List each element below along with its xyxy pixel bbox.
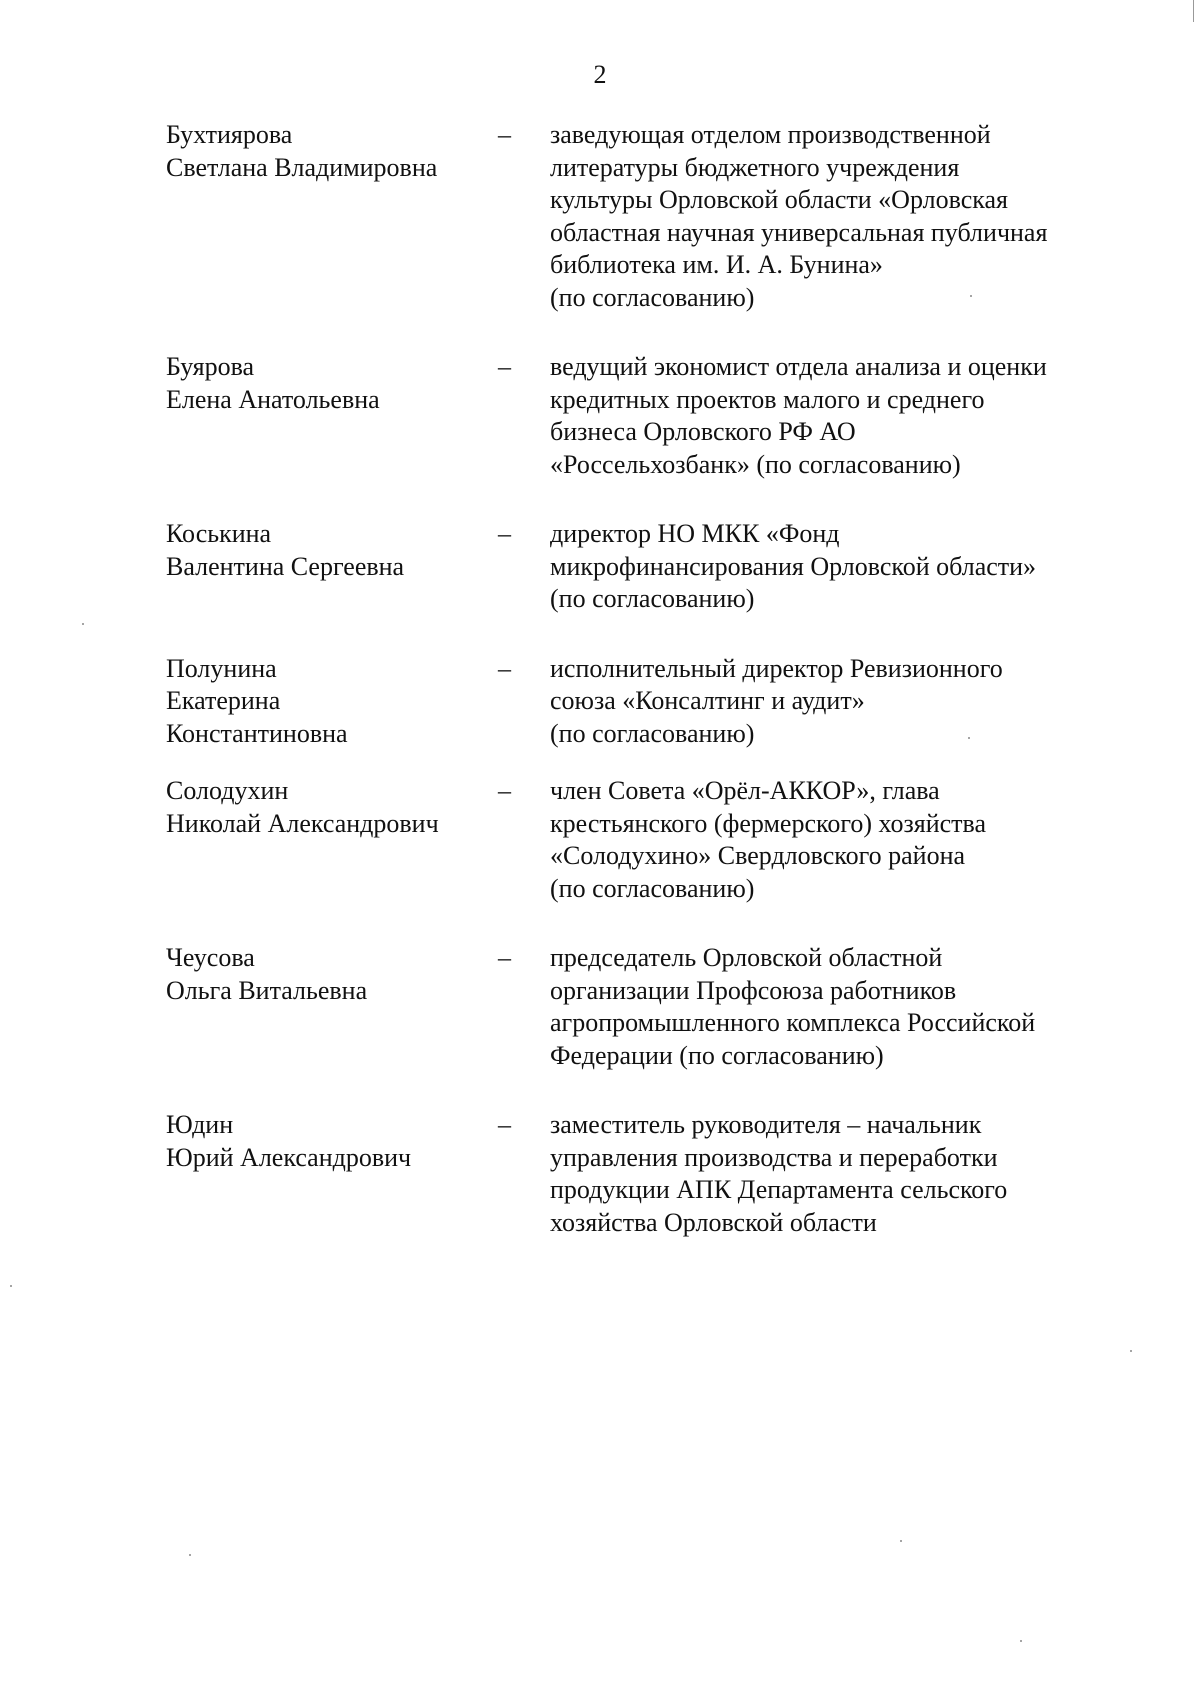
- name-line: Ольга Витальевна: [166, 975, 368, 1005]
- scan-speck: [82, 623, 84, 625]
- member-position: [550, 942, 1106, 1072]
- position-line: (по согласованию): [550, 873, 755, 903]
- list-item: [166, 942, 1106, 1072]
- dash-separator: –: [498, 943, 511, 972]
- member-position: [550, 518, 1106, 616]
- name-line: Коськина: [166, 519, 272, 548]
- page-number: 2: [593, 60, 607, 89]
- name-line: Бухтиярова: [166, 120, 293, 149]
- position-line: культуры Орловской области «Орловская: [550, 185, 1008, 214]
- scan-speck: [189, 1554, 191, 1556]
- scan-speck: [10, 1285, 12, 1287]
- member-name: [166, 653, 498, 751]
- position-line: ведущий экономист отдела анализа и оценки: [550, 352, 1047, 381]
- position-line: литературы бюджетного учреждения: [550, 152, 960, 182]
- position-line: Федерации (по согласованию): [550, 1040, 884, 1070]
- member-name: [166, 942, 498, 1007]
- list-item: [166, 518, 1106, 616]
- position-line: кредитных проектов малого и среднего: [550, 384, 985, 414]
- dash-separator: –: [498, 352, 511, 381]
- dash-separator: –: [498, 120, 511, 149]
- dash-separator: –: [498, 653, 511, 683]
- list-item: [166, 653, 1106, 751]
- name-line: Буярова: [166, 352, 255, 381]
- name-line: Юрий Александрович: [166, 1142, 412, 1172]
- position-line: (по согласованию): [550, 282, 755, 312]
- name-line: Полунина: [166, 653, 277, 683]
- name-line: Николай Александрович: [166, 808, 439, 838]
- scan-speck: [1130, 1350, 1132, 1352]
- name-line: Елена Анатольевна: [166, 384, 380, 414]
- member-position: [550, 351, 1106, 481]
- position-line: заведующая отделом производственной: [550, 120, 991, 149]
- name-line: Константиновна: [166, 718, 348, 748]
- position-line: директор НО МКК «Фонд: [550, 519, 840, 548]
- name-line: Солодухин: [166, 776, 289, 805]
- position-line: организации Профсоюза работников: [550, 975, 957, 1005]
- position-line: (по согласованию): [550, 584, 755, 613]
- member-position: [550, 119, 1106, 314]
- position-line: управления производства и переработки: [550, 1142, 998, 1172]
- member-position: [550, 775, 1106, 905]
- position-line: «Россельхозбанк» (по согласованию): [550, 449, 961, 479]
- list-item: [166, 119, 1106, 314]
- member-position: [550, 653, 1106, 751]
- dash-separator: –: [498, 519, 511, 548]
- member-list: [166, 119, 1106, 1276]
- position-line: (по согласованию): [550, 718, 755, 748]
- position-line: бизнеса Орловского РФ АО: [550, 417, 856, 446]
- member-name: [166, 775, 498, 840]
- dash-separator: –: [498, 1110, 511, 1139]
- name-line: Светлана Владимировна: [166, 152, 438, 182]
- position-line: хозяйства Орловской области: [550, 1207, 877, 1237]
- member-name: [166, 1109, 498, 1174]
- scan-speck: [968, 737, 970, 739]
- list-item: [166, 775, 1106, 905]
- position-line: председатель Орловской областной: [550, 943, 943, 972]
- position-line: библиотека им. И. А. Бунина»: [550, 250, 883, 279]
- position-line: исполнительный директор Ревизионного: [550, 653, 1003, 683]
- position-line: союза «Консалтинг и аудит»: [550, 686, 865, 715]
- member-name: [166, 351, 498, 416]
- scan-speck: [1020, 1640, 1022, 1642]
- member-position: [550, 1109, 1106, 1239]
- position-line: областная научная универсальная публичная: [550, 217, 1048, 247]
- position-line: продукции АПК Департамента сельского: [550, 1175, 1008, 1204]
- position-line: микрофинансирования Орловской области»: [550, 551, 1037, 581]
- name-line: Чеусова: [166, 943, 255, 972]
- scan-speck: [900, 1540, 902, 1542]
- position-line: «Солодухино» Свердловского района: [550, 841, 966, 870]
- member-name: [166, 119, 498, 184]
- name-line: Екатерина: [166, 686, 281, 715]
- name-line: Валентина Сергеевна: [166, 551, 405, 581]
- position-line: член Совета «Орёл-АККОР», глава: [550, 776, 940, 805]
- position-line: агропромышленного комплекса Российской: [550, 1008, 1036, 1037]
- dash-separator: –: [498, 776, 511, 805]
- list-item: [166, 1109, 1106, 1239]
- scan-speck: [970, 295, 972, 297]
- scan-edge-mark: [1193, 0, 1194, 22]
- list-item: [166, 351, 1106, 481]
- position-line: заместитель руководителя – начальник: [550, 1110, 982, 1139]
- member-name: [166, 518, 498, 583]
- position-line: крестьянского (фермерского) хозяйства: [550, 808, 987, 838]
- name-line: Юдин: [166, 1110, 234, 1139]
